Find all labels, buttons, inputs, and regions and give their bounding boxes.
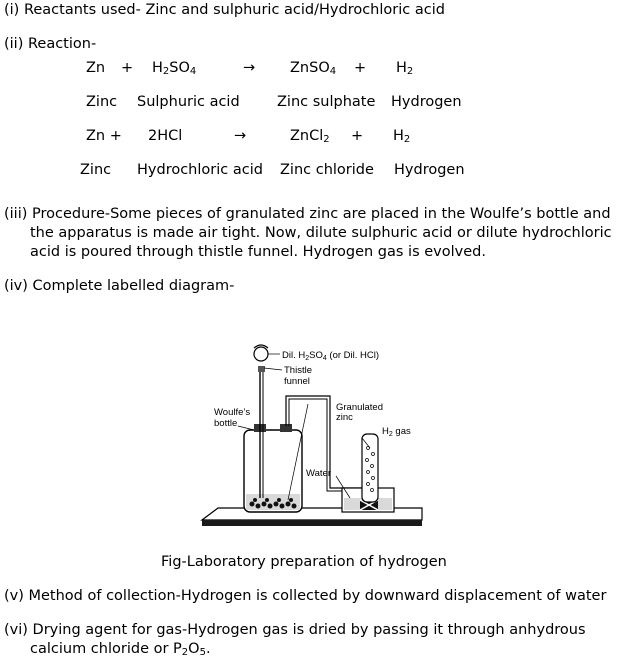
eq1-plus: + [121,60,134,76]
label-granulated: Granulated [336,402,384,413]
drying-line-2: calcium chloride or $P_2O_5$. [30,641,211,658]
eq2-hydrogen: $H_2$ [393,128,411,145]
name-hydrogen: Hydrogen [391,94,462,110]
name-hydrogen-2: Hydrogen [394,162,465,178]
reaction-heading: (ii) Reaction- [4,36,97,52]
figure-caption: Fig-Laboratory preparation of hydrogen [161,554,447,570]
lab-diagram [198,338,428,538]
name-sulphuric-acid: Sulphuric acid [137,94,240,110]
label-bottle: bottle [214,418,238,429]
eq2-hcl: 2HCl [148,128,183,144]
name-zinc-sulphate: Zinc sulphate [277,94,376,110]
thistle-funnel-bulb [254,347,268,361]
eq1-zinc-sulphate: ZnSO$_4$ [290,60,337,77]
eq1-hydrogen: $H_2$ [396,60,414,77]
eq2-arrow: → [234,128,247,144]
eq2-plus: + [351,128,364,144]
drying-line-1: (vi) Drying agent for gas-Hydrogen gas is dried by passing it through anhydrous [4,622,586,638]
eq1-sulphuric-acid: $H_2SO_4$ [152,60,197,77]
collection-line: (v) Method of collection-Hydrogen is collected by downward displacement of water [4,588,607,604]
procedure-line-1: (iii) Procedure-Some pieces of granulated zinc are placed in the Woulfe’s bottle and [4,206,611,222]
procedure-line-2: the apparatus is made air tight. Now, dilute sulphuric acid or dilute hydrochloric [30,225,612,241]
label-funnel: funnel [284,376,310,387]
procedure-line-3: acid is poured through thistle funnel. Hydrogen gas is evolved. [30,244,486,260]
eq2-zinc-chloride: ZnCl$_2$ [290,128,330,145]
name-zinc-2: Zinc [80,162,112,178]
funnel-stopcock [258,366,265,372]
reactants-line: (i) Reactants used- Zinc and sulphuric acid/Hydrochloric acid [4,2,445,18]
name-zinc: Zinc [86,94,118,110]
diagram-heading: (iv) Complete labelled diagram- [4,278,235,294]
eq1-arrow: → [243,60,256,76]
name-zinc-chloride: Zinc chloride [280,162,374,178]
base-platform-edge [202,520,422,526]
label-woulfe: Woulfe’s [214,407,251,418]
eq1-plus-2: + [354,60,367,76]
eq1-zinc: Zn [86,60,106,76]
label-zinc: zinc [336,412,353,423]
label-acid: Dil. $H_2SO_4$ (or Dil. HCl) [282,350,380,362]
label-thistle: Thistle [284,365,312,376]
name-hydrochloric-acid: Hydrochloric acid [137,162,263,178]
eq2-zinc: Zn + [86,128,122,144]
bottle-liquid [246,494,300,510]
gas-jar [362,434,378,502]
label-water: Water [306,468,331,479]
label-h2-gas: $H_2$ gas [382,426,411,438]
